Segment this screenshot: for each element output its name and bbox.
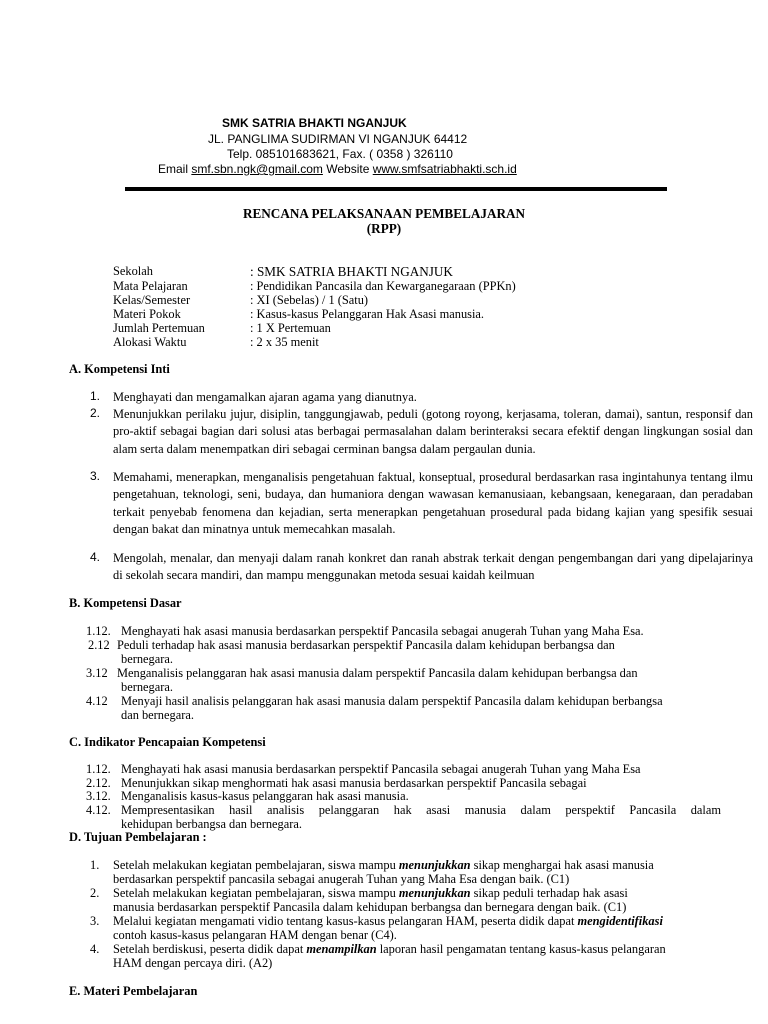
section-c-heading: C. Indikator Pencapaian Kompetensi [69,735,266,749]
identity-value: : Pendidikan Pancasila dan Kewarganegaraan (PPKn) [250,279,516,293]
list-number: 1. [90,858,100,872]
identity-label: Mata Pelajaran [113,279,188,293]
identity-label: Jumlah Pertemuan [113,321,205,335]
contact-line [158,162,517,176]
item-emphasis: mengidentifikasi [577,914,663,928]
email-label: Email [158,162,192,176]
list-item: Menghayati dan mengamalkan ajaran agama yang dianutnya. [113,390,417,404]
list-number: 4. [90,942,100,956]
list-item-continuation: dan bernegara. [121,708,194,722]
list-number: 4.12 [86,694,108,708]
list-number: 2.12 [88,638,110,652]
list-item: Menunjukkan sikap menghormati hak asasi manusia berdasarkan perspektif Pancasila sebagai [121,776,587,790]
list-number: 1.12. [86,762,111,776]
section-b-heading: B. Kompetensi Dasar [69,596,182,610]
list-item-continuation: contoh kasus-kasus pelangaran HAM dengan benar (C4). [113,928,397,942]
list-item-continuation: berdasarkan perspektif pancasila sebagai anugerah Tuhan yang Maha Esa dengan baik. (C1) [113,872,570,886]
item-emphasis: menampilkan [306,942,377,956]
list-item: Menghayati hak asasi manusia berdasarkan perspektif Pancasila sebagai anugerah Tuhan yang Maha Esa [121,762,641,776]
identity-label: Alokasi Waktu [113,335,187,349]
list-item: Menganalisis kasus-kasus pelanggaran hak asasi manusia. [121,789,409,803]
email-link[interactable]: smf.sbn.ngk@gmail.com [191,162,323,176]
header-divider [125,187,667,191]
identity-value: : SMK SATRIA BHAKTI NGANJUK [250,264,453,279]
list-item-continuation: kehidupan berbangsa dan bernegara. [121,817,302,831]
list-number: 2. [90,406,101,420]
list-number: 1.12. [86,624,111,638]
item-text: Setelah melakukan kegiatan pembelajaran, siswa mampu [113,858,399,872]
website-label: Website [322,162,373,176]
identity-label: Materi Pokok [113,307,181,321]
list-number: 3.12. [86,789,111,803]
identity-value: : 1 X Pertemuan [250,321,331,335]
list-item: Mempresentasikan hasil analisis pelanggaran hak asasi manusia dalam perspektif Pancasila dalam [121,803,721,817]
identity-label: Kelas/Semester [113,293,191,307]
item-text: laporan hasil pengamatan tentang kasus-kasus pelangaran [376,942,666,956]
list-item: Memahami, menerapkan, menganalisis pengetahuan faktual, konseptual, prosedural berdasarkan rasa ingintahunya tentang ilmu pengetahuan, teknologi, seni, budaya, dan humaniora dengan wawasan kemanusiaan, kebangsaan, kenegaraan, dan peradaban terkait penyebab fenomena dan kejadian, serta menerapkan pengetahuan prosedural pada bidang kajian yang spesifik sesuai dengan bakat dan minatnya untuk memecahkan masalah. [113,470,753,536]
identity-value: : XI (Sebelas) / 1 (Satu) [250,293,369,307]
list-item: Peduli terhadap hak asasi manusia berdasarkan perspektif Pancasila dalam kehidupan berbangsa dan [117,638,615,652]
list-number: 2.12. [86,776,111,790]
item-text: sikap peduli terhadap hak asasi [470,886,628,900]
school-address: JL. PANGLIMA SUDIRMAN VI NGANJUK 64412 [208,132,468,146]
list-number: 3. [90,914,100,928]
item-text: Setelah berdiskusi, peserta didik dapat [113,942,307,956]
list-item: Menyaji hasil analisis pelanggaran hak asasi manusia dalam perspektif Pancasila dalam kehidupan berbangsa [121,694,663,708]
school-name: SMK SATRIA BHAKTI NGANJUK [222,116,407,130]
document-subtitle: (RPP) [366,221,402,236]
school-phone: Telp. 085101683621, Fax. ( 0358 ) 326110 [227,147,453,161]
list-number: 4. [90,550,101,564]
list-item-continuation: bernegara. [121,680,173,694]
item-text: Melalui kegiatan mengamati vidio tentang kasus-kasus pelangaran HAM, peserta didik dapat [113,914,578,928]
list-item [113,886,628,901]
list-item: Menganalisis pelanggaran hak asasi manusia dalam perspektif Pancasila dalam kehidupan berbangsa dan [117,666,638,680]
section-a-heading: A. Kompetensi Inti [69,362,170,376]
item-emphasis: menunjukkan [398,858,471,872]
section-d-heading: D. Tujuan Pembelajaran : [69,830,207,844]
item-emphasis: menunjukkan [398,886,471,900]
document-title: RENCANA PELAKSANAAN PEMBELAJARAN [242,206,526,221]
list-number: 3. [90,469,101,483]
item-text: Setelah melakukan kegiatan pembelajaran, siswa mampu [113,886,399,900]
list-number: 3.12 [86,666,108,680]
list-number: 1. [90,389,101,403]
list-item [113,914,663,929]
list-item: Menunjukkan perilaku jujur, disiplin, tanggungjawab, peduli (gotong royong, kerjasama, toleran, damai), santun, responsif dan pro-aktif sebagai bagian dari solusi atas berbagai permasalahan dalam berinteraksi secara efektif dengan lingkungan sosial dan alam serta dalam menempatkan diri sebagai cerminan bangsa dalam pergaulan dunia. [113,407,753,456]
section-e-heading: E. Materi Pembelajaran [69,984,198,998]
list-number: 2. [90,886,100,900]
list-item [113,942,666,957]
list-item-continuation: bernegara. [121,652,173,666]
list-item: Menghayati hak asasi manusia berdasarkan perspektif Pancasila sebagai anugerah Tuhan yang Maha Esa. [121,624,644,638]
identity-value: : Kasus-kasus Pelanggaran Hak Asasi manusia. [250,307,484,321]
identity-label: Sekolah [113,264,153,278]
website-link[interactable]: www.smfsatriabhakti.sch.id [372,162,517,176]
item-text: sikap menghargai hak asasi manusia [470,858,654,872]
list-item-continuation: HAM dengan percaya diri. (A2) [113,956,273,970]
list-item [113,858,654,873]
list-number: 4.12. [86,803,111,817]
list-item: Mengolah, menalar, dan menyaji dalam ranah konkret dan ranah abstrak terkait dengan pengembangan dari yang dipelajarinya di sekolah secara mandiri, dan mampu menggunakan metoda sesuai kaidah keilmuan [113,551,753,583]
list-item-continuation: manusia berdasarkan perspektif Pancasila dalam kehidupan berbangsa dan bernegara dengan baik. (C1) [113,900,627,914]
identity-value: : 2 x 35 menit [250,335,319,349]
